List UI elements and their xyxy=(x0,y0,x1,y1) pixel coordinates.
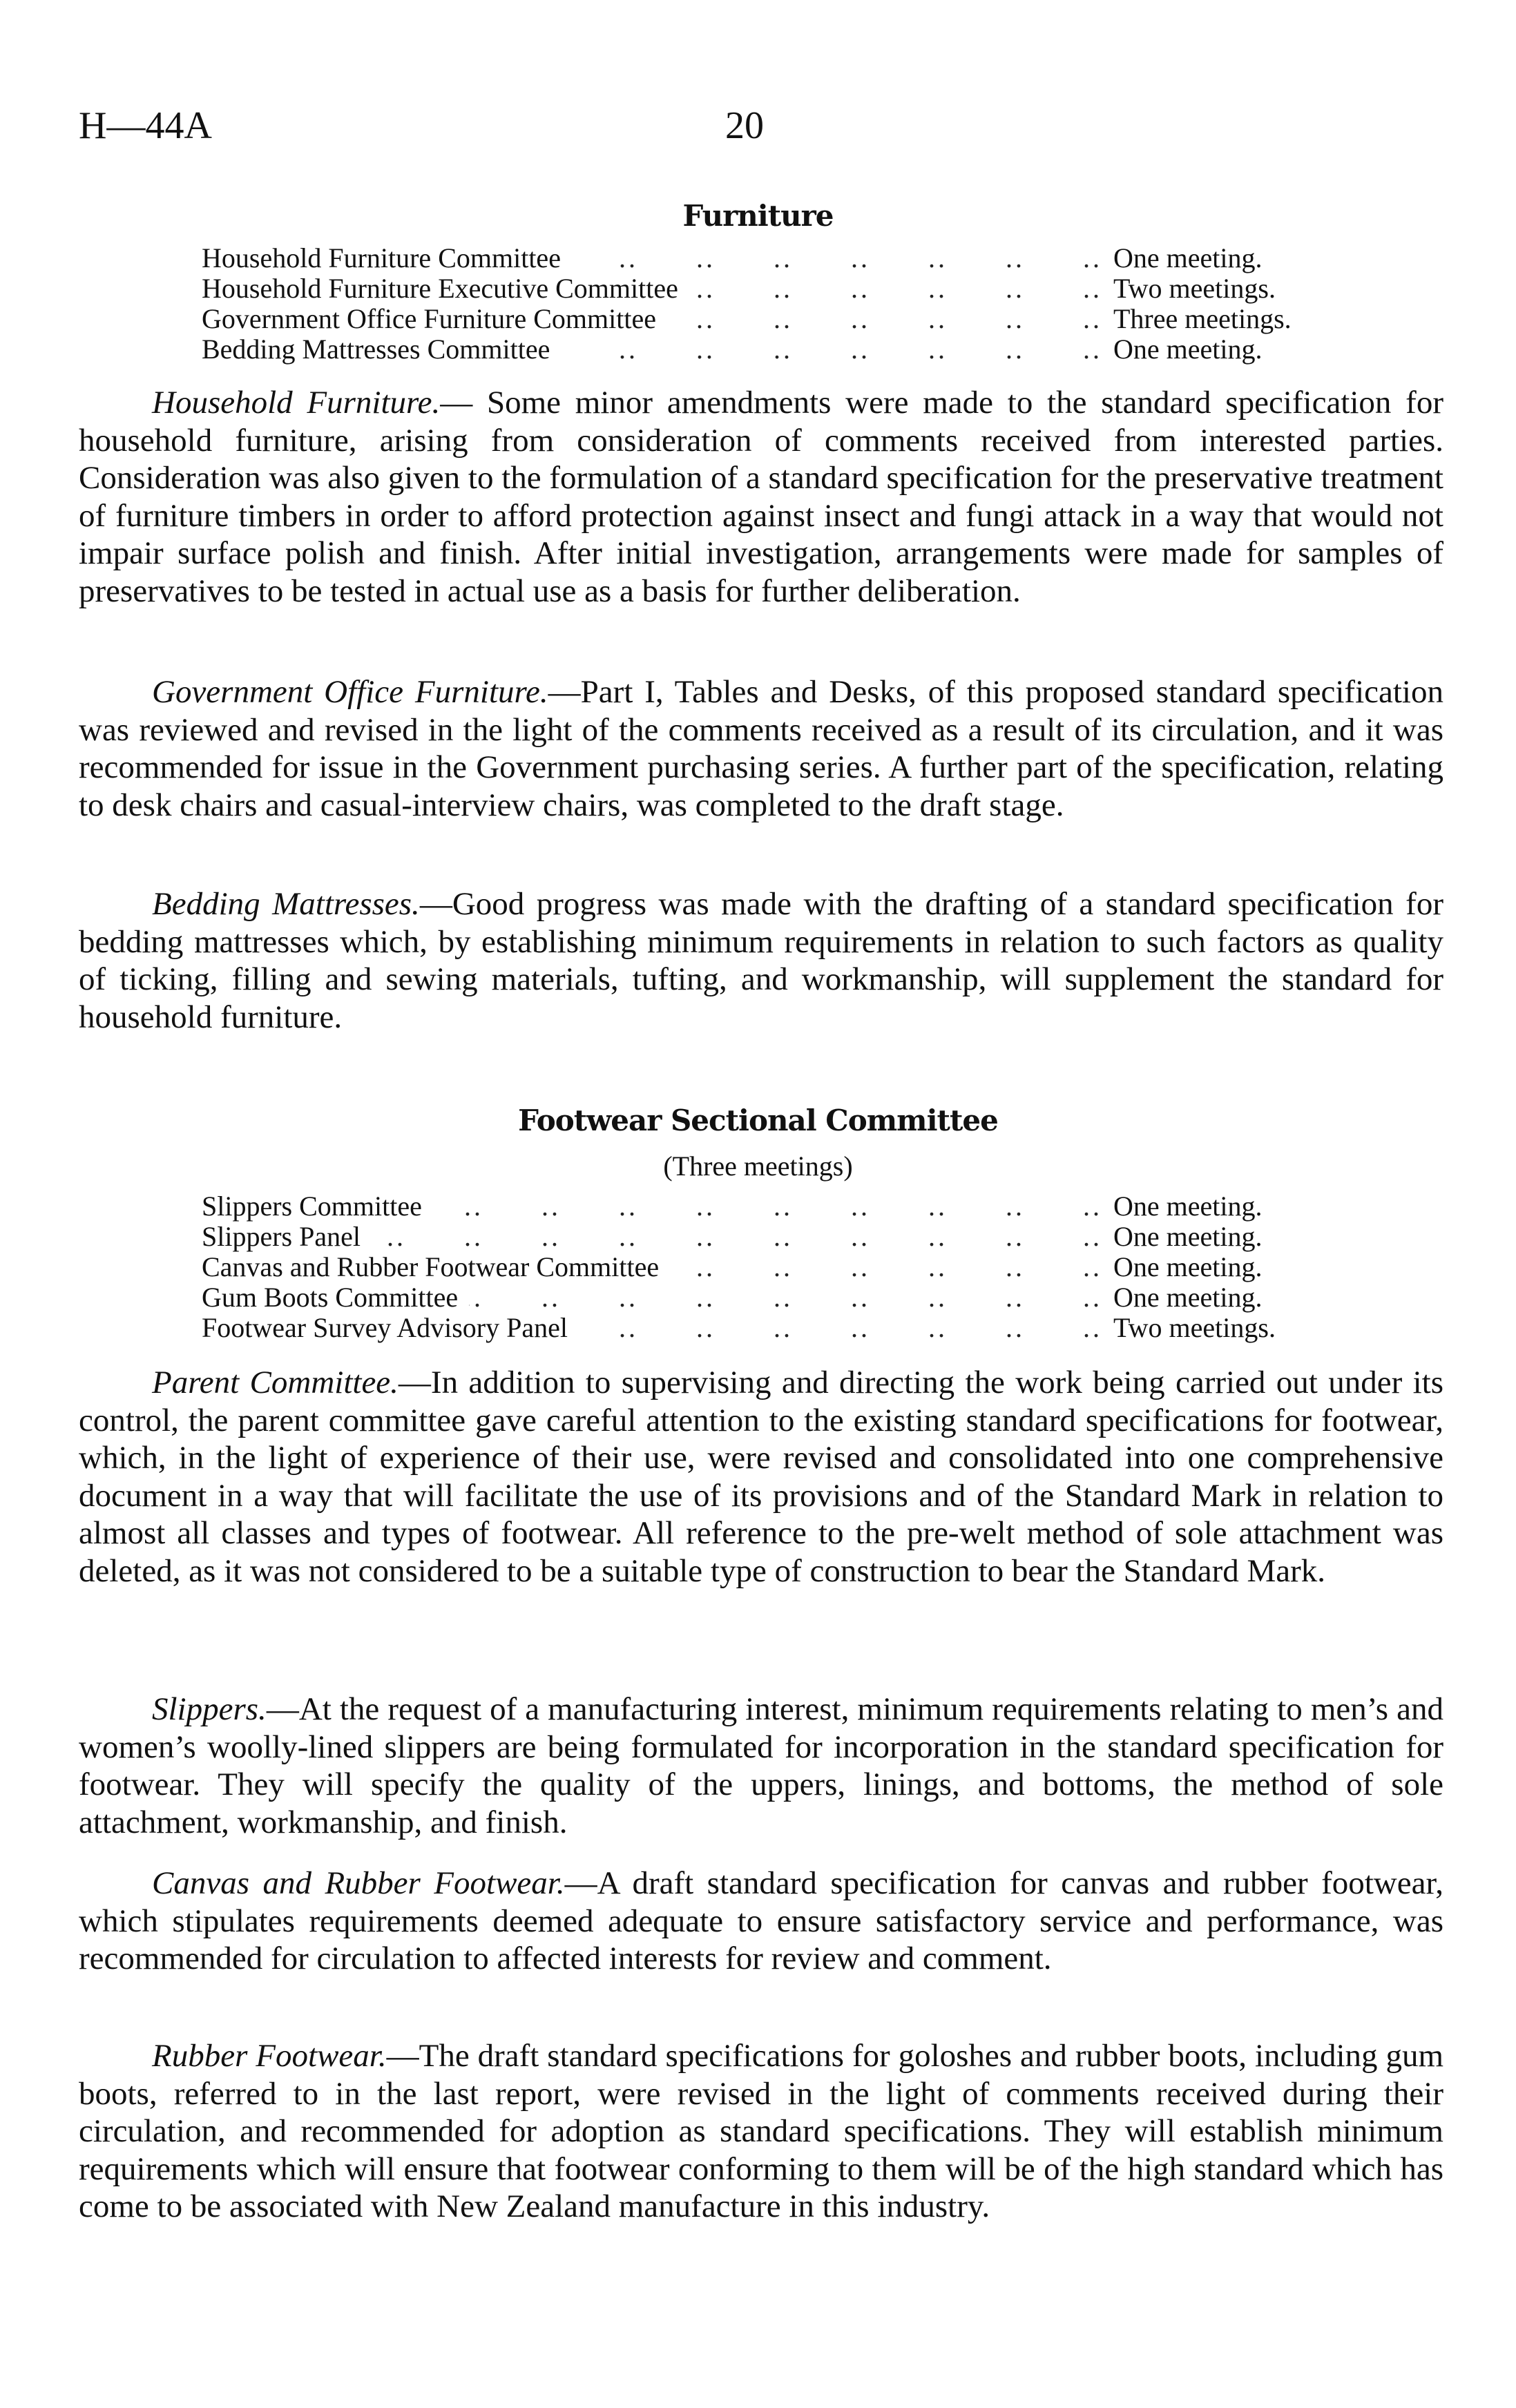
committee-row xyxy=(202,1313,1348,1343)
dot-leader xyxy=(561,334,1102,365)
paragraph-text: —Good progress was made with the drafting of a standard specification for bedding mattresses which, by establishing minimum requirements in relation to such factors as quality of ticking, filling and sewing materials, tufting, and workmanship, will supplement the standard for household furniture. xyxy=(79,886,1443,1035)
meeting-count: One meeting. xyxy=(1113,1221,1263,1252)
paragraph-rubber-footwear xyxy=(79,2037,1443,2226)
dot-leader xyxy=(667,304,1102,334)
paragraph-household-furniture xyxy=(79,384,1443,610)
paragraph-lead: Bedding Mattresses. xyxy=(152,886,420,922)
committee-name: Canvas and Rubber Footwear Committee xyxy=(202,1251,660,1282)
paragraph-text: —The draft standard specifications for goloshes and rubber boots, including gum boots, referred to in the last report, were revised in the light of comments received during their circulation, and recommended for adoption as standard specifications. They will establish minimum requirements which will ensure that footwear conforming to them will be of the high standard which has come to be associated with New Zealand manufacture in this industry. xyxy=(79,2038,1443,2224)
paragraph-lead: Canvas and Rubber Footwear. xyxy=(152,1865,565,1901)
section-subtitle: (Three meetings) xyxy=(663,1150,853,1182)
committee-name: Government Office Furniture Committee xyxy=(202,303,656,334)
dot-leader xyxy=(372,1222,1102,1252)
paragraph-text: —In addition to supervising and directing the work being carried out under its control, the parent committee gave careful attention to the existing standard specifications for footwear, which, in the light of experience of their use, were revised and consolidated into one comprehensive document in a way that will facilitate the use of its provisions and of the Standard Mark in relation to almost all classes and types of footwear. All reference to the pre-welt method of sole attachment was deleted, as it was not considered to be a suitable type of construction to bear the Standard Mark. xyxy=(79,1365,1443,1589)
committee-name: Household Furniture Executive Committee xyxy=(202,273,678,304)
committee-name: Household Furniture Committee xyxy=(202,242,561,273)
committee-name: Slippers Panel xyxy=(202,1221,361,1252)
committee-row xyxy=(202,1191,1348,1222)
page-number: 20 xyxy=(725,104,764,147)
document-reference: H—44A xyxy=(79,104,212,147)
paragraph-parent-committee xyxy=(79,1364,1443,1590)
paragraph-lead: Parent Committee. xyxy=(152,1365,399,1400)
committee-name: Bedding Mattresses Committee xyxy=(202,334,550,365)
committee-name: Gum Boots Committee xyxy=(202,1282,459,1313)
paragraph-bedding-mattresses xyxy=(79,885,1443,1036)
committee-row xyxy=(202,273,1348,304)
meeting-count: One meeting. xyxy=(1113,1251,1263,1282)
dot-leader xyxy=(689,273,1102,304)
paragraph-text: — Some minor amendments were made to the standard specification for household furniture, arising from consideration of comments received from interested parties. Consideration was also given to the formulation of a standard specification for the preservative treatment of furniture timbers in order to afford protection against insect and fungi attack in a way that would not impair surface polish and finish. After initial investigation, arrangements were made for samples of preservatives to be tested in actual use as a basis for further deliberation. xyxy=(79,385,1443,609)
paragraph-government-office-furniture xyxy=(79,673,1443,824)
meeting-count: Two meetings. xyxy=(1113,273,1276,304)
paragraph-text: —At the request of a manufacturing interest, minimum requirements relating to men’s and women’s woolly-lined slippers are being formulated for incorporation in the standard specification for footwear. They will specify the quality of the uppers, linings, and bottoms, the method of sole attachment, workmanship, and finish. xyxy=(79,1691,1443,1840)
paragraph-slippers xyxy=(79,1691,1443,1841)
dot-leader xyxy=(670,1252,1102,1282)
meeting-count: Two meetings. xyxy=(1113,1312,1276,1343)
committee-name: Slippers Committee xyxy=(202,1191,422,1222)
footwear-committee-table xyxy=(202,1191,1348,1343)
committee-row xyxy=(202,243,1348,273)
committee-row xyxy=(202,334,1348,365)
section-title-furniture: Furniture xyxy=(682,199,834,233)
furniture-committee-table xyxy=(202,243,1348,365)
committee-row xyxy=(202,1222,1348,1252)
dot-leader xyxy=(469,1282,1102,1313)
meeting-count: Three meetings. xyxy=(1113,303,1292,334)
paragraph-canvas-rubber-footwear xyxy=(79,1865,1443,1978)
paragraph-lead: Government Office Furniture. xyxy=(152,674,548,710)
meeting-count: One meeting. xyxy=(1113,242,1263,273)
meeting-count: One meeting. xyxy=(1113,1282,1263,1313)
section-title-footwear: Footwear Sectional Committee xyxy=(518,1104,998,1137)
committee-row xyxy=(202,1252,1348,1282)
paragraph-text: —A draft standard specification for canvas and rubber footwear, which stipulates requirements deemed adequate to ensure satisfactory service and performance, was recommended for circulation to affected interests for review and comment. xyxy=(79,1865,1443,1976)
meeting-count: One meeting. xyxy=(1113,1191,1263,1222)
dot-leader xyxy=(433,1191,1102,1222)
paragraph-text: —Part I, Tables and Desks, of this proposed standard specification was reviewed and revised in the light of the comments received as a result of its circulation, and it was recommended for issue in the Government purchasing series. A further part of the specification, relating to desk chairs and casual-interview chairs, was completed to the draft stage. xyxy=(79,674,1443,823)
committee-name: Footwear Survey Advisory Panel xyxy=(202,1312,568,1343)
meeting-count: One meeting. xyxy=(1113,334,1263,365)
paragraph-lead: Slippers. xyxy=(152,1691,267,1727)
paragraph-lead: Household Furniture. xyxy=(152,385,441,421)
paragraph-lead: Rubber Footwear. xyxy=(152,2038,387,2074)
dot-leader xyxy=(579,1313,1102,1343)
dot-leader xyxy=(572,243,1102,273)
committee-row xyxy=(202,1282,1348,1313)
committee-row xyxy=(202,304,1348,334)
